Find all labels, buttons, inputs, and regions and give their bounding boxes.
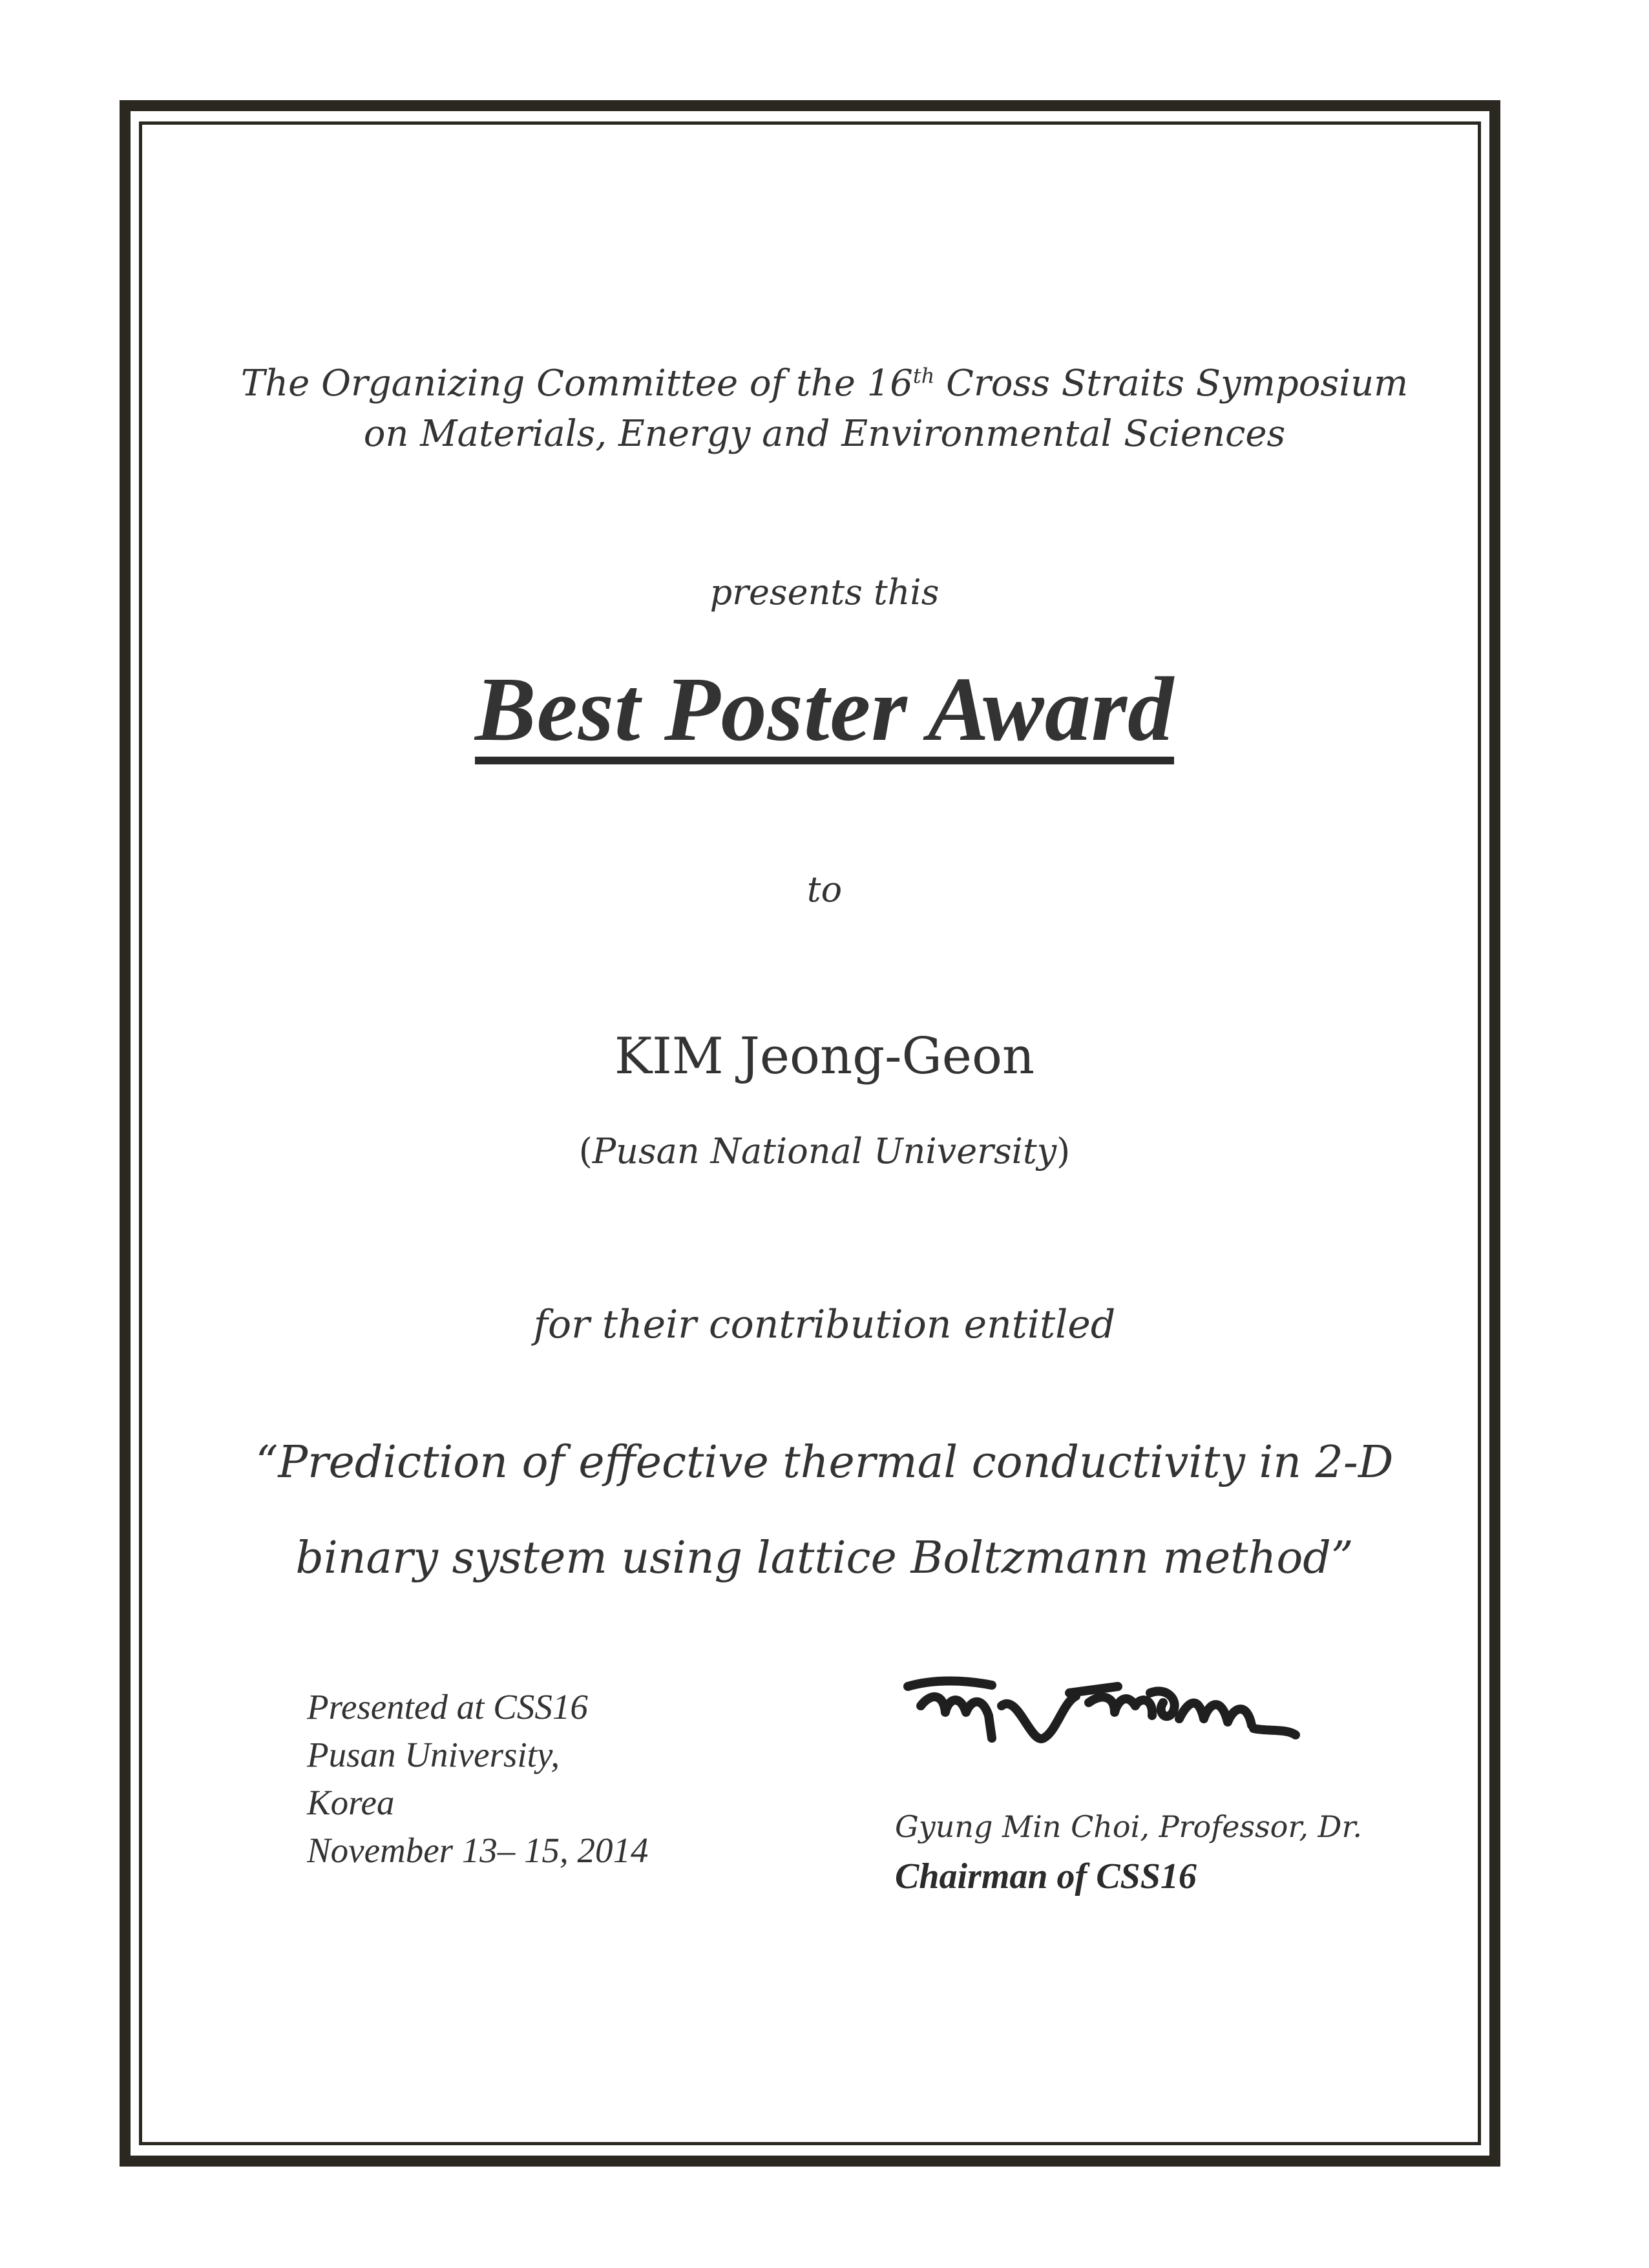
contribution-title-line-1: “Prediction of effective thermal conductivity in 2-D	[255, 1437, 1394, 1488]
contribution-intro: for their contribution entitled	[533, 1302, 1116, 1347]
contribution-title-line-2: binary system using lattice Boltzmann method”	[295, 1533, 1354, 1584]
committee-line-1: The Organizing Committee of the 16th Cross Straits Symposium	[240, 362, 1409, 404]
signatory-title: Chairman of CSS16	[895, 1856, 1197, 1896]
presented-line-3: Korea	[307, 1783, 395, 1822]
award-title-text: Best Poster Award	[475, 664, 1174, 764]
presentation-details	[307, 1683, 649, 1874]
presented-line-2: Pusan University,	[307, 1735, 560, 1774]
award-title	[0, 656, 1649, 764]
committee-line-2: on Materials, Energy and Environmental Sciences	[363, 413, 1286, 455]
contribution-title	[0, 1415, 1649, 1606]
presented-line-4: November 13– 15, 2014	[307, 1831, 649, 1870]
presents-text: presents this	[709, 572, 940, 613]
organizing-committee	[0, 359, 1649, 459]
handwritten-signature	[895, 1667, 1308, 1764]
to-text: to	[806, 869, 843, 910]
signatory-name: Gyung Min Choi, Professor, Dr.	[895, 1809, 1362, 1844]
presented-line-1: Presented at CSS16	[307, 1687, 588, 1727]
recipient-name: KIM Jeong-Geon	[614, 1027, 1035, 1086]
recipient-institution: (Pusan National University)	[578, 1131, 1071, 1171]
